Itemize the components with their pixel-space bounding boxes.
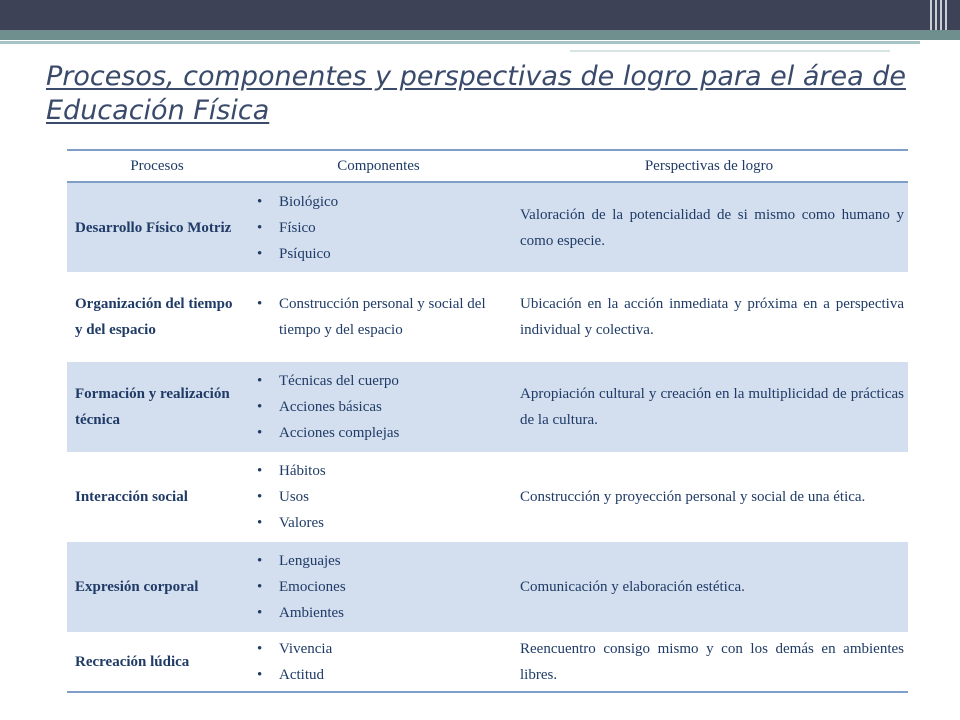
componente-text: Vivencia xyxy=(279,640,333,657)
slide-top-bar xyxy=(0,0,960,30)
slide-decoration-lines xyxy=(930,0,952,30)
bullet-icon: • xyxy=(257,219,263,236)
componentes-list xyxy=(253,368,504,446)
bullet-icon: • xyxy=(257,463,263,479)
bullet-icon: • xyxy=(257,553,263,569)
table-row xyxy=(67,362,908,452)
bullet-icon: • xyxy=(257,515,263,531)
list-item xyxy=(253,600,504,626)
componente-text: Usos xyxy=(279,489,310,505)
componente-text: Lenguajes xyxy=(279,553,341,569)
cell-proceso: Formación y realización técnica xyxy=(67,362,247,452)
bullet-icon: • xyxy=(257,399,263,415)
list-item xyxy=(253,510,504,536)
list-item xyxy=(253,548,504,574)
componente-text: Psíquico xyxy=(279,245,331,262)
cell-componentes xyxy=(247,272,510,362)
cell-componentes xyxy=(247,362,510,452)
list-item xyxy=(253,662,504,688)
cell-perspectiva: Comunicación y elaboración estética. xyxy=(510,542,908,632)
cell-proceso: Organización del tiempo y del espacio xyxy=(75,296,233,338)
componente-text: Ambientes xyxy=(279,605,344,621)
header-procesos: Procesos xyxy=(67,150,247,182)
cell-perspectiva: Ubicación en la acción inmediata y próxima en a perspectiva individual y colectiva. xyxy=(520,296,904,338)
cell-proceso: Recreación lúdica xyxy=(67,632,247,692)
header-componentes: Componentes xyxy=(247,150,510,182)
componente-text: Técnicas del cuerpo xyxy=(279,373,399,389)
cell-componentes xyxy=(247,452,510,542)
slide-accent-line xyxy=(570,50,890,52)
list-item xyxy=(253,241,504,267)
componentes-list xyxy=(253,291,504,343)
cell-componentes xyxy=(247,542,510,632)
componente-text: Físico xyxy=(279,219,316,236)
list-item xyxy=(253,394,504,420)
componente-text: Valores xyxy=(279,515,324,531)
bullet-icon: • xyxy=(257,605,263,621)
list-item xyxy=(253,189,504,215)
cell-perspectiva: Construcción y proyección personal y social de una ética. xyxy=(520,489,866,505)
componente-text: Actitud xyxy=(279,666,324,683)
list-item xyxy=(253,636,504,662)
cell-perspectiva: Apropiación cultural y creación en la multiplicidad de prácticas de la cultura. xyxy=(510,362,908,452)
table-row xyxy=(67,632,908,692)
componente-text: Emociones xyxy=(279,579,346,595)
list-item xyxy=(253,420,504,446)
componente-text: Hábitos xyxy=(279,463,326,479)
bullet-icon: • xyxy=(257,666,263,683)
slide-accent-band xyxy=(0,30,960,40)
list-item xyxy=(253,291,504,343)
componente-text: Acciones básicas xyxy=(279,399,382,415)
bullet-icon: • xyxy=(257,425,263,441)
cell-proceso: Desarrollo Físico Motriz xyxy=(67,182,247,272)
bullet-icon: • xyxy=(257,489,263,505)
cell-proceso: Expresión corporal xyxy=(67,542,247,632)
process-table xyxy=(67,149,908,693)
componente-text: Acciones complejas xyxy=(279,425,400,441)
table-row xyxy=(67,272,908,362)
list-item xyxy=(253,574,504,600)
cell-perspectiva: Valoración de la potencialidad de si mismo como humano y como especie. xyxy=(510,182,908,272)
componente-text: Construcción personal y social del tiempo y del espacio xyxy=(279,296,486,338)
slide-accent-line xyxy=(0,41,920,44)
bullet-icon: • xyxy=(257,245,263,262)
cell-componentes xyxy=(247,182,510,272)
componentes-list xyxy=(253,458,504,536)
table-body xyxy=(67,182,908,692)
bullet-icon: • xyxy=(257,579,263,595)
list-item xyxy=(253,484,504,510)
cell-proceso: Interacción social xyxy=(75,489,188,505)
cell-componentes xyxy=(247,632,510,692)
list-item xyxy=(253,215,504,241)
list-item xyxy=(253,368,504,394)
cell-perspectiva: Reencuentro consigo mismo y con los demás en ambientes libres. xyxy=(510,632,908,692)
table-row xyxy=(67,182,908,272)
componentes-list xyxy=(253,548,504,626)
list-item xyxy=(253,458,504,484)
header-perspectivas: Perspectivas de logro xyxy=(510,150,908,182)
table-row xyxy=(67,452,908,542)
bullet-icon: • xyxy=(257,193,263,210)
table-row xyxy=(67,542,908,632)
componentes-list xyxy=(253,636,504,688)
componente-text: Biológico xyxy=(279,193,339,210)
slide-title: Procesos, componentes y perspectivas de logro para el área de Educación Física xyxy=(46,61,906,126)
componentes-list xyxy=(253,189,504,267)
bullet-icon: • xyxy=(257,640,263,657)
bullet-icon: • xyxy=(257,296,263,312)
bullet-icon: • xyxy=(257,373,263,389)
table-header-row xyxy=(67,150,908,182)
